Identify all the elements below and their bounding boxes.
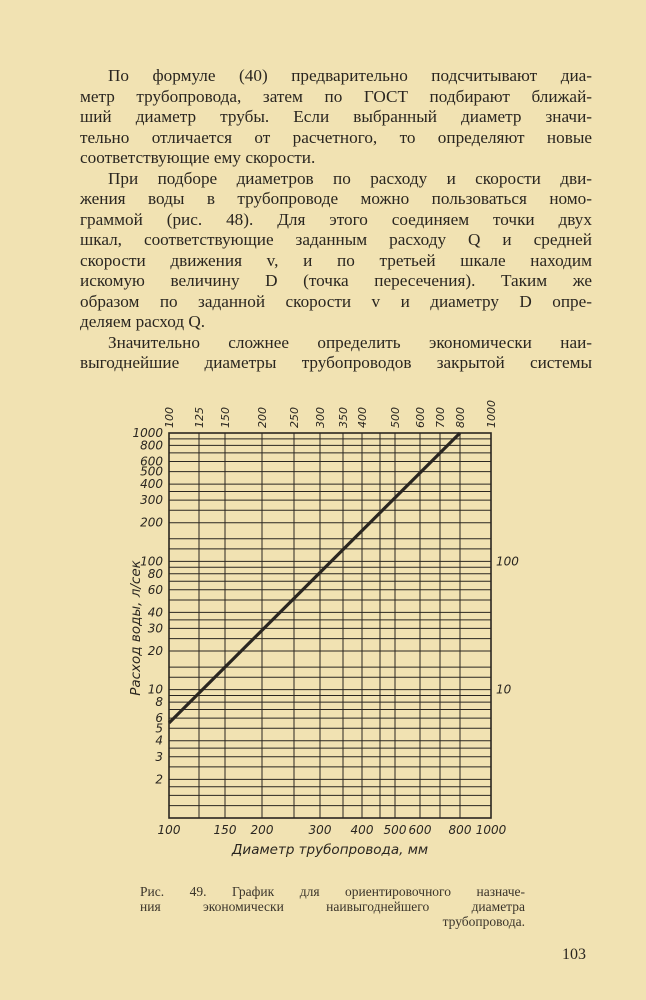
- x-tick-label: 1000: [475, 823, 507, 837]
- text-line: соответствующие ему скорости.: [80, 148, 316, 167]
- y-tick-label: 5: [155, 721, 163, 736]
- text-line: граммой (рис. 48). Для этого соединяем точки двух: [80, 209, 592, 229]
- x-top-tick-label: 1000: [485, 400, 498, 428]
- text-line: По формуле (40) предварительно подсчитывают диа-: [108, 66, 592, 85]
- y-tick-label: 60: [147, 582, 163, 597]
- text-line: тельно отличается от расчетного, то определяют новые: [80, 127, 592, 147]
- x-tick-label: 200: [250, 823, 274, 837]
- y-tick-label: 200: [140, 515, 163, 530]
- x-top-tick-label: 400: [356, 407, 369, 428]
- y-right-tick-label: 100: [496, 554, 519, 569]
- caption-line: Рис. 49. График для ориентировочного назначе-: [140, 884, 525, 899]
- x-top-tick-label: 300: [314, 407, 327, 428]
- y-tick-label: 500: [140, 464, 163, 479]
- y-tick-label: 800: [140, 438, 163, 453]
- text-line: ший диаметр трубы. Если выбранный диаметр значи-: [80, 107, 592, 126]
- y-tick-label: 80: [147, 566, 163, 581]
- y-tick-label: 400: [140, 477, 163, 492]
- x-top-tick-label: 250: [288, 407, 301, 428]
- x-top-tick-label: 700: [434, 407, 447, 428]
- x-tick-label: 300: [308, 823, 332, 837]
- text-line: выгоднейшие диаметры трубопроводов закрытой системы: [80, 353, 592, 372]
- text-line: Значительно сложнее определить экономически наи-: [108, 332, 592, 352]
- x-top-tick-label: 100: [163, 407, 176, 428]
- y-tick-label: 300: [140, 493, 163, 508]
- x-tick-label: 800: [448, 823, 472, 837]
- text-line: жения воды в трубопроводе можно пользоваться номо-: [80, 189, 592, 208]
- x-top-tick-label: 150: [219, 407, 232, 428]
- plot-frame: [169, 433, 491, 818]
- x-top-tick-label: 500: [389, 407, 402, 428]
- x-tick-label: 400: [350, 823, 374, 837]
- text-line: деляем расход Q.: [80, 312, 206, 331]
- text-line: искомую величину D (точка пересечения). Таким же: [80, 271, 592, 290]
- text-line: При подборе диаметров по расходу и скорости дви-: [108, 168, 592, 188]
- y-tick-label: 6: [155, 711, 163, 726]
- x-top-tick-label: 800: [454, 407, 467, 428]
- text-line: шкал, соответствующие заданным расходу Q и средней: [80, 230, 592, 249]
- x-tick-label: 600: [408, 823, 432, 837]
- y-tick-label: 10: [147, 682, 163, 697]
- y-tick-label: 2: [155, 772, 163, 787]
- y-tick-label: 30: [147, 621, 163, 636]
- y-right-tick-label: 10: [496, 682, 512, 697]
- page-number: 103: [562, 946, 586, 963]
- y-axis-label: Расход воды, л/сек: [128, 560, 144, 696]
- series-line: [169, 433, 460, 723]
- y-tick-label: 100: [140, 554, 163, 569]
- y-tick-label: 1000: [132, 426, 163, 440]
- y-tick-label: 40: [147, 605, 163, 620]
- x-tick-label: 500: [383, 823, 407, 837]
- x-top-tick-label: 350: [337, 407, 350, 428]
- y-tick-label: 4: [155, 733, 163, 748]
- y-tick-label: 8: [155, 695, 163, 710]
- x-top-tick-label: 200: [256, 407, 269, 428]
- caption-line: ния экономически наивыгоднейшего диаметра: [140, 899, 525, 914]
- y-tick-label: 600: [140, 454, 163, 469]
- x-axis-label: Диаметр трубопровода, мм: [231, 842, 429, 858]
- x-tick-label: 150: [213, 823, 237, 837]
- text-line: метр трубопровода, затем по ГОСТ подбирают ближай-: [80, 86, 592, 106]
- x-tick-label: 100: [157, 823, 181, 837]
- y-tick-label: 20: [147, 644, 163, 659]
- caption-line: трубопровода.: [442, 914, 525, 929]
- x-top-tick-label: 125: [193, 407, 206, 428]
- text-line: скорости движения v, и по третьей шкале находим: [80, 250, 592, 270]
- x-top-tick-label: 600: [414, 407, 427, 428]
- text-line: образом по заданной скорости v и диаметру D опре-: [80, 291, 592, 311]
- figure-caption: [140, 884, 525, 929]
- y-tick-label: 3: [155, 749, 163, 764]
